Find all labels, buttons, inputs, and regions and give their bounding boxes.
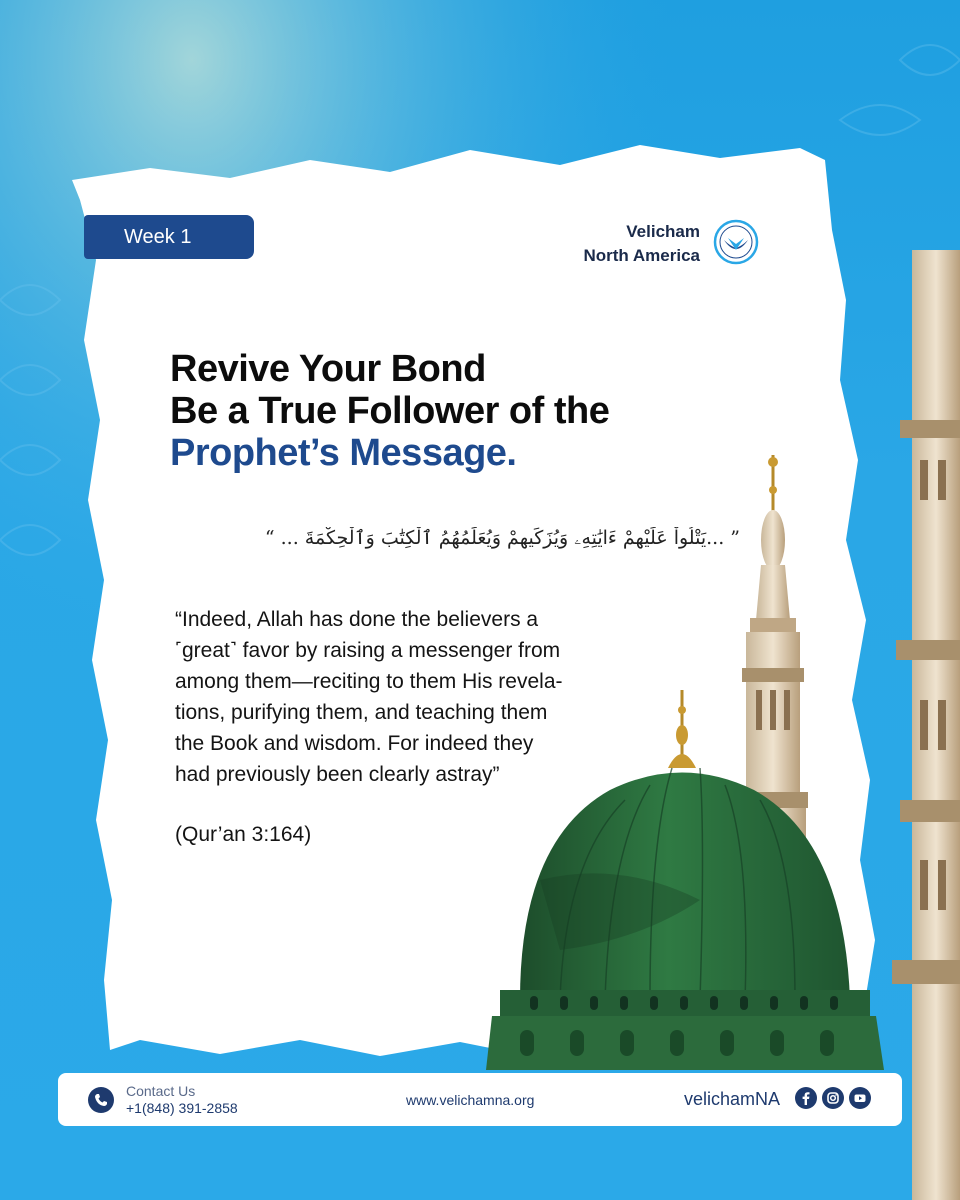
youtube-icon[interactable] [849,1087,871,1109]
translation-line: ˹great˺ favor by raising a messenger from [175,639,561,662]
brand-line2: North America [583,246,700,265]
translation-line: the Book and wisdom. For indeed they [175,732,534,755]
headline-line1: Revive Your Bond [170,348,486,390]
translation-line: “Indeed, Allah has done the believers a [175,608,539,631]
brand-name [540,220,700,268]
instagram-icon[interactable] [822,1087,844,1109]
headline-line2: Be a True Follower of the [170,390,610,432]
verse-citation: (Qur’an 3:164) [175,823,312,846]
translation-line: tions, purifying them, and teaching them [175,701,548,724]
arabic-verse: ” ...يَتْلُواْ عَلَيْهِمْ ءَايَٰتِهِۦ وَيُزَكِّيهِمْ وَيُعَلِّمُهُمُ ٱلْكِتَٰبَ وَٱلْحِكْمَةَ ... “ [264,527,740,549]
phone-icon[interactable] [88,1087,114,1113]
verse-translation [175,604,645,790]
social-handle: velichamNA [684,1089,781,1109]
translation-line: among them—reciting to them His revela- [175,670,563,693]
velicham-logo-icon [712,218,760,266]
footer-bar [58,1073,902,1126]
contact-label: Contact Us [126,1083,196,1099]
headline [170,348,730,474]
brand-line1: Velicham [626,222,700,241]
headline-line3: Prophet’s Message. [170,432,517,474]
week-badge: Week 1 [84,215,254,259]
website-link[interactable]: www.velichamna.org [406,1092,535,1108]
translation-line: had previously been clearly astray” [175,763,500,786]
contact-phone[interactable]: +1(848) 391-2858 [126,1100,238,1116]
facebook-icon[interactable] [795,1087,817,1109]
